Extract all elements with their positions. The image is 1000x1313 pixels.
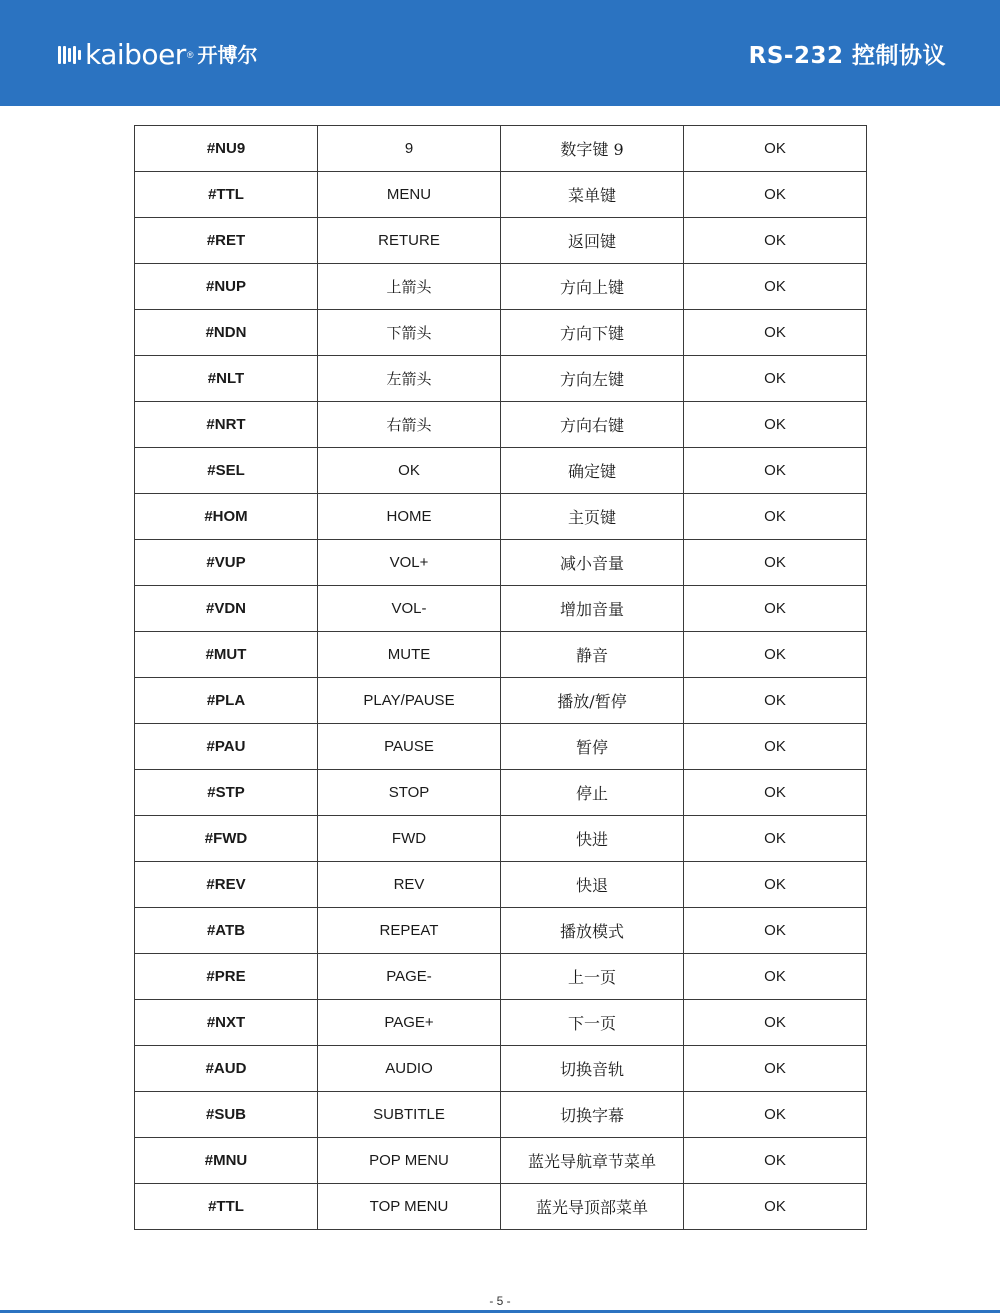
- status-cell: OK: [684, 816, 867, 862]
- table-row: [135, 678, 867, 724]
- status-cell: OK: [684, 632, 867, 678]
- key-cell: OK: [318, 448, 501, 494]
- key-cell: 右箭头: [318, 402, 501, 448]
- table-row: [135, 1000, 867, 1046]
- status-cell: OK: [684, 540, 867, 586]
- command-cell: #AUD: [135, 1046, 318, 1092]
- key-cell: 9: [318, 126, 501, 172]
- status-cell: OK: [684, 264, 867, 310]
- description-cell: 暂停: [501, 724, 684, 770]
- status-cell: OK: [684, 954, 867, 1000]
- command-cell: #SUB: [135, 1092, 318, 1138]
- command-cell: #NDN: [135, 310, 318, 356]
- command-cell: #NLT: [135, 356, 318, 402]
- command-cell: #FWD: [135, 816, 318, 862]
- status-cell: OK: [684, 356, 867, 402]
- table-row: [135, 954, 867, 1000]
- brand-name-cn: 开博尔: [197, 43, 258, 67]
- command-cell: #ATB: [135, 908, 318, 954]
- description-cell: 切换音轨: [501, 1046, 684, 1092]
- key-cell: 左箭头: [318, 356, 501, 402]
- description-cell: 快进: [501, 816, 684, 862]
- table-row: [135, 1092, 867, 1138]
- table-row: [135, 724, 867, 770]
- key-cell: POP MENU: [318, 1138, 501, 1184]
- table-row: [135, 1138, 867, 1184]
- table-row: [135, 586, 867, 632]
- command-table: [134, 125, 867, 1230]
- description-cell: 上一页: [501, 954, 684, 1000]
- key-cell: 下箭头: [318, 310, 501, 356]
- command-cell: #NU9: [135, 126, 318, 172]
- command-table-body: [135, 126, 867, 1230]
- brand-name: kaiboer: [85, 38, 186, 71]
- table-row: [135, 310, 867, 356]
- command-cell: #REV: [135, 862, 318, 908]
- status-cell: OK: [684, 402, 867, 448]
- status-cell: OK: [684, 1000, 867, 1046]
- key-cell: VOL-: [318, 586, 501, 632]
- key-cell: RETURE: [318, 218, 501, 264]
- status-cell: OK: [684, 1046, 867, 1092]
- key-cell: SUBTITLE: [318, 1092, 501, 1138]
- status-cell: OK: [684, 494, 867, 540]
- key-cell: TOP MENU: [318, 1184, 501, 1230]
- command-cell: #TTL: [135, 1184, 318, 1230]
- command-cell: #STP: [135, 770, 318, 816]
- registered-mark: ®: [186, 50, 194, 60]
- status-cell: OK: [684, 770, 867, 816]
- status-cell: OK: [684, 724, 867, 770]
- command-cell: #NUP: [135, 264, 318, 310]
- key-cell: PLAY/PAUSE: [318, 678, 501, 724]
- status-cell: OK: [684, 586, 867, 632]
- key-cell: PAUSE: [318, 724, 501, 770]
- description-cell: 返回键: [501, 218, 684, 264]
- command-cell: #RET: [135, 218, 318, 264]
- table-row: [135, 540, 867, 586]
- sound-wave-icon: [58, 46, 81, 64]
- command-cell: #PRE: [135, 954, 318, 1000]
- status-cell: OK: [684, 218, 867, 264]
- document-title: RS-232 控制协议: [748, 43, 946, 69]
- key-cell: HOME: [318, 494, 501, 540]
- description-cell: 蓝光导顶部菜单: [501, 1184, 684, 1230]
- description-cell: 数字键 9: [501, 126, 684, 172]
- status-cell: OK: [684, 678, 867, 724]
- table-row: [135, 816, 867, 862]
- description-cell: 菜单键: [501, 172, 684, 218]
- status-cell: OK: [684, 908, 867, 954]
- description-cell: 增加音量: [501, 586, 684, 632]
- command-cell: #MNU: [135, 1138, 318, 1184]
- status-cell: OK: [684, 862, 867, 908]
- page-number: - 5 -: [489, 1294, 511, 1308]
- description-cell: 切换字幕: [501, 1092, 684, 1138]
- command-cell: #SEL: [135, 448, 318, 494]
- description-cell: 方向上键: [501, 264, 684, 310]
- table-row: [135, 632, 867, 678]
- key-cell: PAGE+: [318, 1000, 501, 1046]
- table-row: [135, 356, 867, 402]
- table-row: [135, 908, 867, 954]
- status-cell: OK: [684, 126, 867, 172]
- key-cell: VOL+: [318, 540, 501, 586]
- command-cell: #NXT: [135, 1000, 318, 1046]
- description-cell: 停止: [501, 770, 684, 816]
- status-cell: OK: [684, 1092, 867, 1138]
- table-row: [135, 1184, 867, 1230]
- table-row: [135, 218, 867, 264]
- command-cell: #NRT: [135, 402, 318, 448]
- key-cell: 上箭头: [318, 264, 501, 310]
- status-cell: OK: [684, 172, 867, 218]
- key-cell: PAGE-: [318, 954, 501, 1000]
- key-cell: AUDIO: [318, 1046, 501, 1092]
- description-cell: 确定键: [501, 448, 684, 494]
- description-cell: 方向左键: [501, 356, 684, 402]
- description-cell: 方向下键: [501, 310, 684, 356]
- key-cell: FWD: [318, 816, 501, 862]
- command-cell: #MUT: [135, 632, 318, 678]
- description-cell: 快退: [501, 862, 684, 908]
- header-bar: [0, 0, 1000, 106]
- description-cell: 播放模式: [501, 908, 684, 954]
- description-cell: 播放/暂停: [501, 678, 684, 724]
- table-row: [135, 126, 867, 172]
- description-cell: 方向右键: [501, 402, 684, 448]
- table-row: [135, 770, 867, 816]
- key-cell: MUTE: [318, 632, 501, 678]
- description-cell: 下一页: [501, 1000, 684, 1046]
- key-cell: MENU: [318, 172, 501, 218]
- key-cell: STOP: [318, 770, 501, 816]
- command-cell: #PAU: [135, 724, 318, 770]
- description-cell: 主页键: [501, 494, 684, 540]
- key-cell: REV: [318, 862, 501, 908]
- status-cell: OK: [684, 448, 867, 494]
- table-row: [135, 448, 867, 494]
- status-cell: OK: [684, 1138, 867, 1184]
- table-row: [135, 494, 867, 540]
- command-cell: #TTL: [135, 172, 318, 218]
- description-cell: 减小音量: [501, 540, 684, 586]
- command-cell: #HOM: [135, 494, 318, 540]
- table-row: [135, 1046, 867, 1092]
- command-cell: #VDN: [135, 586, 318, 632]
- status-cell: OK: [684, 310, 867, 356]
- command-cell: #PLA: [135, 678, 318, 724]
- brand-logo: [58, 38, 257, 72]
- table-row: [135, 264, 867, 310]
- table-row: [135, 402, 867, 448]
- key-cell: REPEAT: [318, 908, 501, 954]
- table-row: [135, 172, 867, 218]
- description-cell: 静音: [501, 632, 684, 678]
- table-row: [135, 862, 867, 908]
- description-cell: 蓝光导航章节菜单: [501, 1138, 684, 1184]
- status-cell: OK: [684, 1184, 867, 1230]
- command-cell: #VUP: [135, 540, 318, 586]
